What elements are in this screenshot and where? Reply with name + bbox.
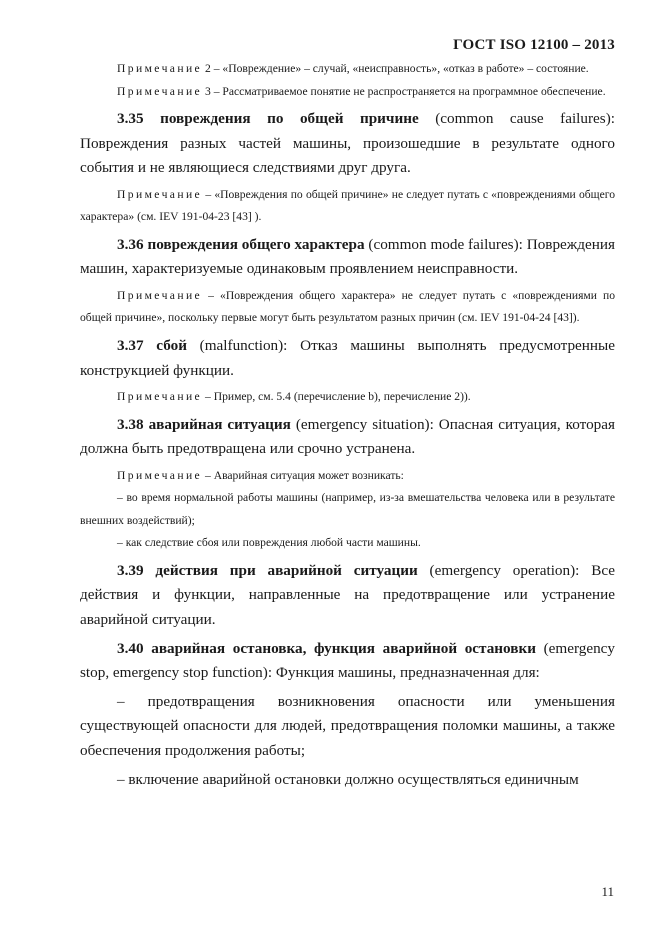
- section-term: действия при аварийной ситуации: [155, 561, 418, 579]
- note-3-37: [80, 386, 615, 409]
- note-text: 2 – «Повреждение» – случай, «неисправность», «отказ в работе» – состояние.: [202, 62, 589, 75]
- note-label: Примечание: [117, 187, 203, 201]
- section-term: сбой: [156, 336, 187, 354]
- section-3-39: [80, 559, 615, 633]
- section-number: 3.37: [117, 336, 144, 354]
- section-3-37: [80, 334, 615, 383]
- section-text: (emergency situation): Опасная ситуация, которая должна быть предотвращена или срочно устранена.: [80, 415, 616, 458]
- page-number: 11: [601, 884, 614, 899]
- note-label: Примечание: [117, 84, 203, 98]
- note-2: [80, 58, 615, 81]
- note-label: Примечание: [117, 62, 203, 75]
- note-3-35: [80, 184, 615, 229]
- section-term: повреждения общего характера: [147, 235, 365, 253]
- note-text: – «Повреждения по общей причине» не следует путать с «повреждениями общего характера» (см. IEV 191-04-23 [43] ).: [80, 187, 615, 224]
- note-label: Примечание: [117, 288, 203, 302]
- section-number: 3.39: [117, 561, 144, 579]
- section-number: 3.38: [117, 415, 144, 433]
- section-text: (emergency stop, emergency stop function): Функция машины, предназначенная для:: [80, 639, 615, 682]
- section-text: (malfunction): Отказ машины выполнять предусмотренные конструкцией функции.: [80, 336, 615, 379]
- list-item: – как следствие сбоя или повреждения любой части машины.: [117, 536, 421, 550]
- section-term: повреждения по общей причине: [160, 110, 419, 127]
- section-3-38: [80, 413, 615, 462]
- section-text: (common mode failures): Повреждения машин, характеризуемые одинаковым проявлением неисправности.: [80, 235, 615, 278]
- document-header: ГОСТ ISO 12100 – 2013: [453, 37, 615, 53]
- note-label: Примечание: [117, 390, 203, 404]
- section-3-35: [80, 107, 615, 181]
- note-label: Примечание: [117, 468, 203, 482]
- section-3-40: [80, 637, 615, 686]
- section-term: аварийная ситуация: [148, 415, 291, 433]
- section-number: 3.36: [117, 235, 144, 253]
- note-text: – Аварийная ситуация может возникать:: [202, 468, 404, 482]
- list-item: – предотвращения возникновения опасности или уменьшения существующей опасности для людей, предотвращения поломки машины, а также обеспечения продолжения работы;: [80, 692, 615, 759]
- note-3-38: [80, 465, 615, 488]
- page-content: [80, 58, 615, 792]
- section-text: (common cause failures): Повреждения разных частей машины, произошедшие в результате одного события и не являющиеся следствиями друг друга.: [80, 110, 615, 177]
- list-item: – включение аварийной остановки должно осуществляться единичным: [117, 770, 579, 788]
- section-3-36: [80, 233, 615, 282]
- section-number: 3.40: [117, 639, 144, 657]
- list-item: – во время нормальной работы машины (например, из-за вмешательства человека или в результате внешних воздействий);: [80, 491, 615, 527]
- note-text: – Пример, см. 5.4 (перечисление b), перечисление 2)).: [202, 390, 471, 404]
- note-3: [80, 81, 615, 104]
- section-term: аварийная остановка, функция аварийной остановки: [151, 639, 536, 657]
- section-text: (emergency operation): Все действия и функции, направленные на предотвращение или устранение аварийной ситуации.: [80, 561, 616, 629]
- note-3-36: [80, 285, 615, 330]
- note-text: 3 – Рассматриваемое понятие не распространяется на программное обеспечение.: [202, 84, 606, 98]
- section-number: 3.35: [117, 110, 144, 127]
- note-text: – «Повреждения общего характера» не следует путать с «повреждениями по общей причине», поскольку первые могут быть результатом разных причин (см. IEV 191-04-24 [43]).: [80, 288, 615, 325]
